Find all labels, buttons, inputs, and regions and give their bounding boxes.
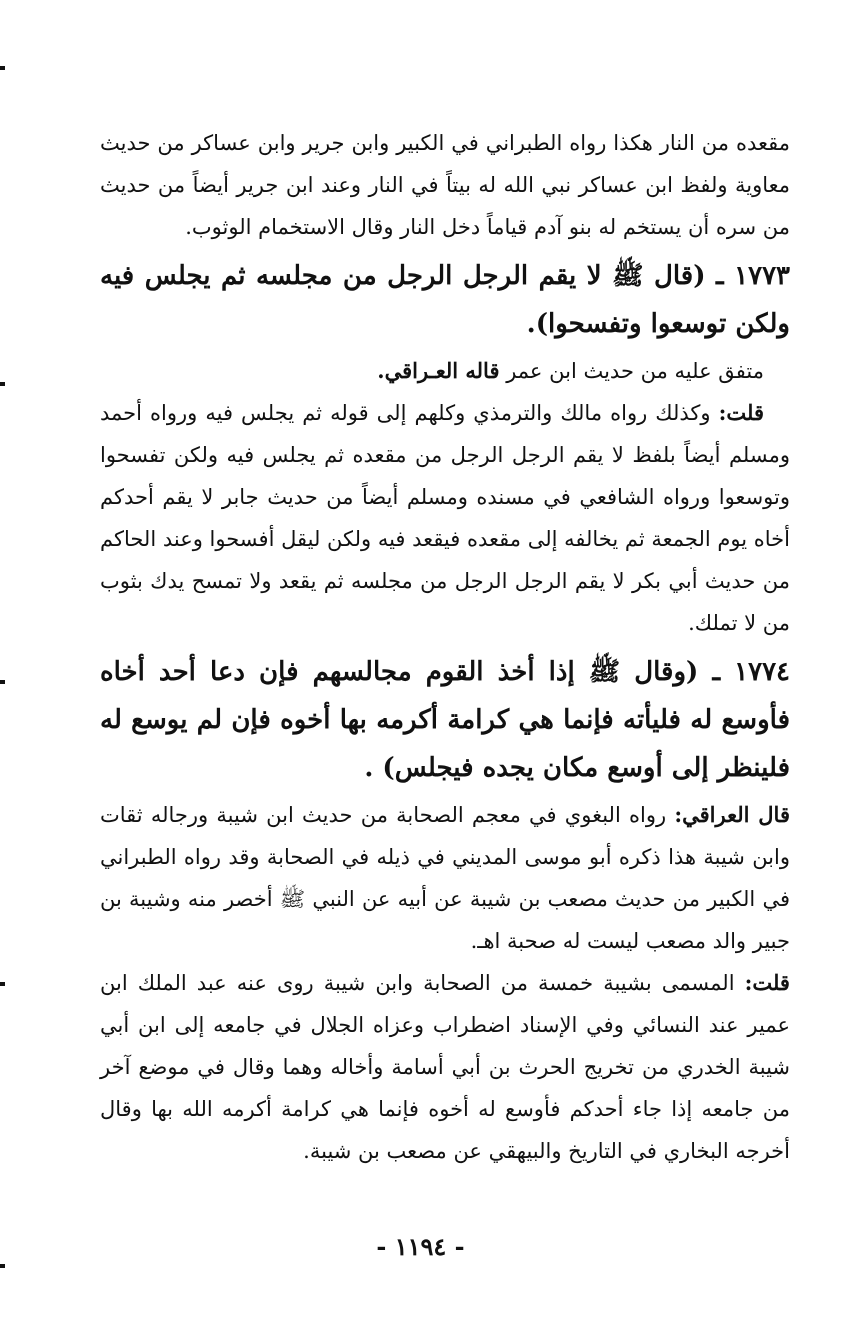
qult-text: وكذلك رواه مالك والترمذي وكلهم إلى قوله ثم يجلس فيه ورواه أحمد ومسلم أيضاً بلفظ لا يقم الرجل الرجل من مقعده ثم يجلس فيه ولكن تفسحوا وتوسعوا ورواه الشافعي في مسنده ومسلم أيضاً من حديث جابر لا يقم أحدكم أخاه يوم الجمعة ثم يخالفه إلى مقعده فيقعد فيه ولكن ليقل أفسحوا وعند الحاكم من حديث أبي بكر لا يقم الرجل الرجل من مجلسه ثم يقعد ولا تمسح يدك بثوب من لا تملك.	[100, 401, 790, 635]
qult-label: قلت:	[744, 970, 790, 995]
source-label: قاله العـراقي.	[377, 358, 500, 383]
page-number: - ١١٩٤ -	[376, 1232, 465, 1261]
scan-edge-mark	[0, 680, 5, 684]
qult-text: المسمى بشيبة خمسة من الصحابة وابن شيبة روى عنه عبد الملك ابن عمير عند النسائي وفي الإسناد اضطراب وعزاه الجلال في جامعه إلى ابن أبي شيبة الخدري من تخريج الحرث بن أبي أسامة وأخاله وهما وقال في موضع آخر من جامعه إذا جاء أحدكم فأوسع له أخوه فإنما هي كرامة أكرمه الله بها وقال أخرجه البخاري في التاريخ والبيهقي عن مصعب بن شيبة.	[100, 971, 790, 1163]
scan-edge-mark	[0, 982, 5, 986]
hadith-text: (قال ﷺ لا يقم الرجل الرجل من مجلسه ثم يجلس فيه ولكن توسعوا وتفسحوا).	[100, 261, 790, 339]
hadith-1773	[100, 252, 790, 348]
hadith-number: ١٧٧٣ ـ	[716, 261, 790, 291]
commentary-paragraph	[100, 122, 790, 248]
page-body	[100, 122, 790, 1172]
iraqi-label: قال العراقي:	[674, 802, 790, 827]
hadith-1774	[100, 648, 790, 792]
commentary-text: مقعده من النار هكذا رواه الطبراني في الكبير وابن جرير وابن عساكر من حديث معاوية ولفظ ابن عساكر نبي الله له بيتاً في النار وعند ابن جرير أيضاً من حديث من سره أن يستخم له بنو آدم قياماً دخل النار وقال الاستخمام الوثوب.	[100, 131, 790, 239]
hadith-number: ١٧٧٤ ـ	[712, 657, 790, 687]
qult-label: قلت:	[718, 400, 764, 425]
iraqi-text: رواه البغوي في معجم الصحابة من حديث ابن شيبة ورجاله ثقات وابن شيبة هذا ذكره أبو موسى المديني في ذيله في الصحابة وقد رواه الطبراني في الكبير من حديث مصعب بن شيبة عن أبيه عن النبي ﷺ أخصر منه وشيبة بن جبير والد مصعب ليست له صحبة اهـ.	[100, 803, 790, 953]
hadith-text: (وقال ﷺ إذا أخذ القوم مجالسهم فإن دعا أحد أخاه فأوسع له فليأته فإنما هي كرامة أكرمه بها أخوه فإن لم يوسع له فلينظر إلى أوسع مكان يجده فيجلس) .	[100, 657, 790, 783]
scan-edge-mark	[0, 66, 5, 70]
scan-edge-mark	[0, 1264, 5, 1268]
scan-edge-mark	[0, 382, 5, 386]
qult-paragraph	[100, 392, 790, 644]
hadith-source-line	[100, 350, 764, 392]
iraqi-paragraph	[100, 794, 790, 962]
source-text: متفق عليه من حديث ابن عمر	[506, 359, 764, 383]
qult-paragraph-2	[100, 962, 790, 1172]
